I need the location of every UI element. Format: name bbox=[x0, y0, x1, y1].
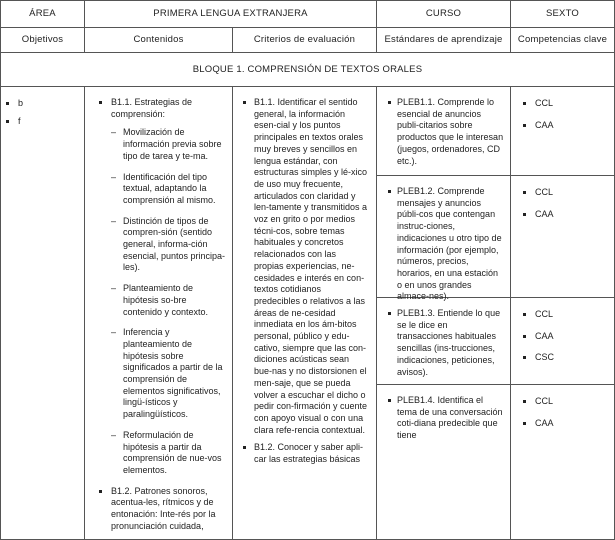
competencia-item: CAA bbox=[523, 331, 614, 343]
competencia-item: CCL bbox=[523, 98, 614, 110]
objetivo-item: f bbox=[6, 116, 84, 128]
estandar-text: PLEB1.3. Entiende lo que se le dice en transacciones habituales sencillas (ins-trucciones, indicaciones, peticiones, avisos). bbox=[377, 298, 510, 378]
competencia-item: CCL bbox=[523, 309, 614, 321]
estandar-block bbox=[377, 176, 510, 302]
competencias-cell bbox=[511, 87, 615, 540]
contenido-subitem: – Movilización de información previa sobre tipo de tarea y te-ma. bbox=[111, 127, 226, 162]
estandar-text: PLEB1.2. Comprende mensajes y anuncios públi-cos que contengan instruc-ciones, indicaciones u otro tipo de información (por ejemplo, números, precios, horarios, en una estación o en unos grandes almace-nes). bbox=[377, 176, 510, 303]
header-row bbox=[1, 1, 615, 28]
contenido-subitem: – Reformulación de hipótesis a partir da comprensión de nue-vos elementos. bbox=[111, 430, 226, 477]
competencia-item: CCL bbox=[523, 187, 614, 199]
estandar-text: PLEB1.1. Comprende lo esencial de anuncios publi-citarios sobre productos que le interesan (juegos, ordenadores, CD etc.). bbox=[377, 87, 510, 167]
contenido-b1-1-title: B1.1. Estrategias de comprensión: bbox=[111, 97, 193, 119]
competencia-item: CAA bbox=[523, 209, 614, 221]
contenido-block-b1-2: B1.2. Patrones sonoros, acentua-les, rítmicos y de entonación: Inte-rés por la pronunciación cuidada, bbox=[99, 486, 226, 533]
competencia-item: CSC bbox=[523, 352, 614, 364]
contenido-subitem: – Distinción de tipos de compren-sión (sentido general, informa-ción esencial, puntos principa-les). bbox=[111, 216, 226, 275]
estandar-block bbox=[377, 298, 510, 385]
contenido-subitem: – Identificación del tipo textual, adaptando la comprensión al mismo. bbox=[111, 172, 226, 207]
competencia-block bbox=[511, 176, 614, 298]
criterio-item: B1.1. Identificar el sentido general, la información esen-cial y los puntos principales en textos orales muy breves y sencillos en lengua estándar, con estructuras simples y lé-xico de uso muy frecuente, articulados con claridad y len-tamente y transmitidos a voz en grito o por medios técni-cos, sobre temas habituales y concretos relacionados con las propias experiencias, ne-cesidades e interés en con-textos cotidianos predecibles o relativos a las áreas de ne-cesidad inmediata en los ám-bitos personal, público y edu-cativo, siempre que las con-diciones acústicas sean bue-nas y no distorsionen el men-saje, que se pueda volver a escuchar el dicho o pedir con-firmación y cuente con apoyo visual o con una clara refe-rencia contextual. bbox=[243, 97, 368, 436]
course-label: CURSO bbox=[377, 1, 511, 28]
competencia-block bbox=[511, 385, 614, 445]
block-row bbox=[1, 53, 615, 87]
criterio-item: B1.2. Conocer y saber apli-car las estrategias básicas bbox=[243, 442, 368, 465]
objetivos-cell bbox=[1, 87, 85, 540]
competencia-item: CAA bbox=[523, 120, 614, 132]
column-header-row bbox=[1, 28, 615, 53]
area-label: ÁREA bbox=[1, 1, 85, 28]
block-title: BLOQUE 1. COMPRENSIÓN DE TEXTOS ORALES bbox=[1, 53, 615, 87]
competencia-item: CAA bbox=[523, 418, 614, 430]
competencia-block bbox=[511, 87, 614, 176]
estandar-block bbox=[377, 87, 510, 176]
content-row bbox=[1, 87, 615, 540]
competencia-block bbox=[511, 298, 614, 385]
contenido-subitem: – Inferencia y planteamiento de hipótesis sobre significados a partir de la comprensión de elementos significativos, lingü-ísticos y paralingüísticos. bbox=[111, 327, 226, 421]
col-competencias: Competencias clave bbox=[511, 28, 615, 53]
estandares-cell bbox=[377, 87, 511, 540]
col-contenidos: Contenidos bbox=[85, 28, 233, 53]
col-objetivos: Objetivos bbox=[1, 28, 85, 53]
estandar-text: PLEB1.4. Identifica el tema de una conversación coti-diana predecible que tiene bbox=[377, 385, 510, 442]
subject-title: PRIMERA LENGUA EXTRANJERA bbox=[85, 1, 377, 28]
estandar-block bbox=[377, 385, 510, 445]
col-estandares: Estándares de aprendizaje bbox=[377, 28, 511, 53]
contenido-subitem: – Planteamiento de hipótesis so-bre contenido y contexto. bbox=[111, 283, 226, 318]
objetivo-item: b bbox=[6, 98, 84, 110]
col-criterios: Criterios de evaluación bbox=[233, 28, 377, 53]
competencia-item: CCL bbox=[523, 396, 614, 408]
criterios-cell bbox=[233, 87, 377, 540]
contenido-block-b1-1 bbox=[99, 97, 226, 477]
contenidos-cell bbox=[85, 87, 233, 540]
course-value: SEXTO bbox=[511, 1, 615, 28]
